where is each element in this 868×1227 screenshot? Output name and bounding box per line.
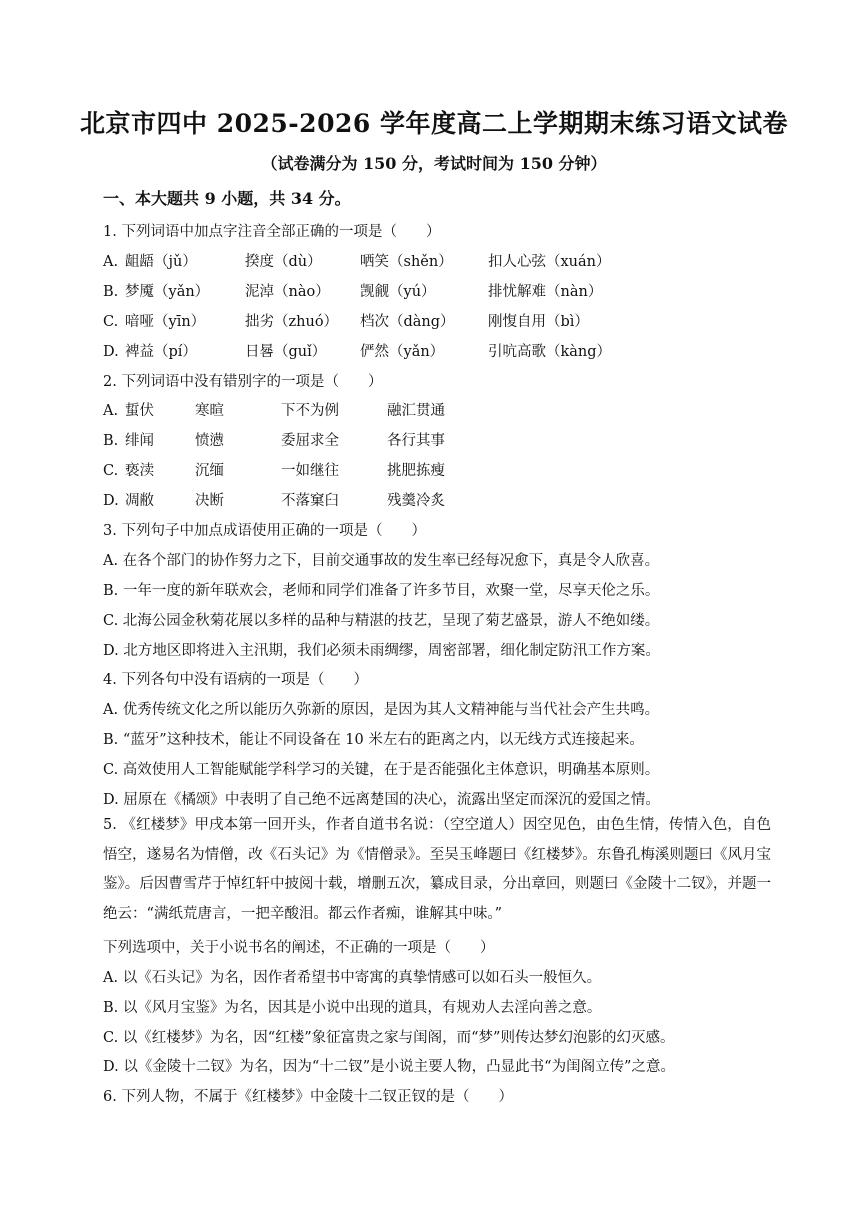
q2-option-a (103, 399, 445, 420)
option-label: C. (103, 314, 119, 330)
option-item: 融汇贯通 (387, 403, 445, 419)
option-item: 泥淖（nào） (245, 284, 330, 300)
option-label: A. (103, 403, 119, 419)
q3-option-b: B. 一年一度的新年联欢会，老师和同学们准备了许多节目，欢聚一堂，尽享天伦之乐。 (103, 583, 660, 599)
option-label: D. (103, 493, 119, 509)
option-item: 下不为例 (281, 403, 339, 419)
q3-option-a: A. 在各个部门的协作努力之下，目前交通事故的发生率已经每况愈下，真是令人欣喜。 (103, 553, 660, 569)
q1-stem: 1. 下列词语中加点字注音全部正确的一项是（ ） (103, 224, 441, 240)
q4-option-b: B. “蓝牙”这种技术，能让不同设备在 10 米左右的距离之内，以无线方式连接起来。 (103, 732, 644, 748)
option-item: 亵渎 (125, 463, 154, 479)
q1-option-b (103, 280, 602, 301)
option-item: 俨然（yǎn） (360, 344, 445, 360)
q5-option-c: C. 以《红楼梦》为名，因“红楼”象征富贵之家与闺阁，而“梦”则传达梦幻泡影的幻灭感。 (103, 1030, 675, 1046)
option-item: 喑哑（yīn） (125, 314, 206, 330)
q5-option-b: B. 以《风月宝鉴》为名，因其是小说中出现的道具，有规劝人去淫向善之意。 (103, 1000, 602, 1016)
option-item: 哂笑（shěn） (360, 254, 453, 270)
q4-option-d: D. 屈原在《橘颂》中表明了自己绝不远离楚国的决心，流露出坚定而深沉的爱国之情。 (103, 792, 660, 808)
option-item: 愤懑 (195, 433, 224, 449)
q4-stem: 4. 下列各句中没有语病的一项是（ ） (103, 672, 368, 688)
q1-option-d (103, 340, 611, 361)
option-item: 梦魇（yǎn） (125, 284, 210, 300)
option-item: 一如继往 (281, 463, 339, 479)
option-item: 刚愎自用（bì） (488, 314, 589, 330)
option-item: 引吭高歌（kàng） (488, 344, 612, 360)
option-item: 日晷（guǐ） (245, 344, 327, 360)
exam-subtitle: （试卷满分为 150 分，考试时间为 150 分钟） (261, 154, 607, 173)
option-label: B. (103, 284, 119, 300)
option-item: 寒暄 (195, 403, 224, 419)
option-item: 揆度（dù） (245, 254, 322, 270)
q3-stem: 3. 下列句子中加点成语使用正确的一项是（ ） (103, 523, 426, 539)
option-item: 觊觎（yú） (360, 284, 436, 300)
q3-option-d: D. 北方地区即将进入主汛期，我们必须未雨绸缪，周密部署，细化制定防汛工作方案。 (103, 643, 660, 659)
option-item: 凋敝 (125, 493, 154, 509)
q1-option-c (103, 310, 589, 331)
option-item: 档次（dàng） (360, 314, 455, 330)
option-item: 各行其事 (387, 433, 445, 449)
q5-stem: 下列选项中，关于小说书名的阐述，不正确的一项是（ ） (103, 940, 495, 956)
q1-option-a (103, 250, 611, 271)
option-item: 沉缅 (195, 463, 224, 479)
q5-passage: 5. 《红楼梦》甲戌本第一回开头，作者自道书名说：（空空道人）因空见色，由色生情，传情入色，自色悟空，遂易名为情僧，改《石头记》为《情僧录》。至吴玉峰题曰《红楼梦》。东鲁孔梅溪则题曰《风月宝鉴》。后因曹雪芹于悼红轩中披阅十载，增删五次，纂成目录，分出章回，则题曰《金陵十二钗》，并题一绝云：“满纸荒唐言，一把辛酸泪。都云作者痴，谁解其中味。” (103, 817, 771, 923)
option-item: 裨益（pí） (125, 344, 197, 360)
q5-option-d: D. 以《金陵十二钗》为名，因为“十二钗”是小说主要人物，凸显此书“为闺阁立传”之意。 (103, 1059, 675, 1075)
exam-title: 北京市四中 2025-2026 学年度高二上学期期末练习语文试卷 (80, 109, 788, 138)
option-item: 蜇伏 (125, 403, 154, 419)
option-item: 龃龉（jǔ） (125, 254, 197, 270)
option-item: 不落窠臼 (281, 493, 339, 509)
section-heading: 一、本大题共 9 小题，共 34 分。 (103, 189, 351, 208)
option-label: A. (103, 254, 119, 270)
option-item: 残羹冷炙 (387, 493, 445, 509)
q2-option-d (103, 489, 445, 510)
q2-option-c (103, 459, 445, 480)
q6-stem: 6. 下列人物，不属于《红楼梦》中金陵十二钗正钗的是（ ） (103, 1089, 513, 1105)
option-item: 绯闻 (125, 433, 154, 449)
option-item: 拙劣（zhuó） (245, 314, 339, 330)
option-label: D. (103, 344, 119, 360)
q2-option-b (103, 429, 445, 450)
q5-option-a: A. 以《石头记》为名，因作者希望书中寄寓的真挚情感可以如石头一般恒久。 (103, 970, 602, 986)
option-item: 委屈求全 (281, 433, 339, 449)
option-item: 扣人心弦（xuán） (488, 254, 611, 270)
option-label: C. (103, 463, 119, 479)
option-item: 决断 (195, 493, 224, 509)
q4-option-a: A. 优秀传统文化之所以能历久弥新的原因，是因为其人文精神能与当代社会产生共鸣。 (103, 702, 660, 718)
option-item: 排忧解难（nàn） (488, 284, 603, 300)
option-item: 挑肥拣瘦 (387, 463, 445, 479)
option-label: B. (103, 433, 119, 449)
q4-option-c: C. 高效使用人工智能赋能学科学习的关键，在于是否能强化主体意识，明确基本原则。 (103, 762, 660, 778)
q3-option-c: C. 北海公园金秋菊花展以多样的品种与精湛的技艺，呈现了菊艺盛景，游人不绝如缕。 (103, 613, 660, 629)
q2-stem: 2. 下列词语中没有错别字的一项是（ ） (103, 374, 383, 390)
